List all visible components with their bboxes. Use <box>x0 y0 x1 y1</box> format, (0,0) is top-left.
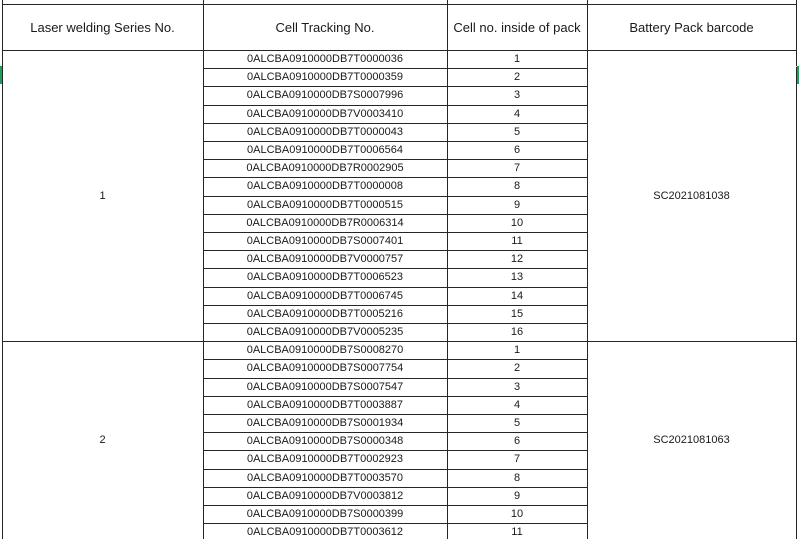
cell-tracking-number[interactable]: 0ALCBA0910000DB7S0008270 <box>246 344 404 357</box>
cell-tracking-number[interactable]: 0ALCBA0910000DB7T0003570 <box>247 471 403 484</box>
header-top-border <box>2 4 796 5</box>
laser-welding-series-cell[interactable]: 2 <box>99 434 106 447</box>
cell-tracking-number[interactable]: 0ALCBA0910000DB7S0007754 <box>246 362 404 375</box>
cell-number-in-pack[interactable]: 15 <box>510 307 524 320</box>
header-cell-tracking: Cell Tracking No. <box>275 19 375 35</box>
battery-pack-barcode-cell[interactable]: SC2021081063 <box>653 434 730 447</box>
column-border <box>587 0 588 539</box>
cell-tracking-number[interactable]: 0ALCBA0910000DB7T0000359 <box>247 71 403 84</box>
cell-number-in-pack[interactable]: 5 <box>513 125 521 138</box>
group-border <box>2 341 796 342</box>
cell-number-in-pack[interactable]: 2 <box>513 71 521 84</box>
cell-number-in-pack[interactable]: 3 <box>513 89 521 102</box>
cell-tracking-number[interactable]: 0ALCBA0910000DB7T0002923 <box>247 453 403 466</box>
cell-number-in-pack[interactable]: 8 <box>513 471 521 484</box>
cell-number-in-pack[interactable]: 7 <box>513 453 521 466</box>
cell-tracking-number[interactable]: 0ALCBA0910000DB7T0003887 <box>247 398 403 411</box>
cell-number-in-pack[interactable]: 1 <box>513 53 521 66</box>
cell-tracking-number[interactable]: 0ALCBA0910000DB7T0006523 <box>247 271 403 284</box>
cell-number-in-pack[interactable]: 8 <box>513 180 521 193</box>
row-selection-marker <box>797 66 799 84</box>
cell-tracking-number[interactable]: 0ALCBA0910000DB7S0000348 <box>246 435 404 448</box>
cell-tracking-number[interactable]: 0ALCBA0910000DB7S0000399 <box>246 508 404 521</box>
cell-tracking-number[interactable]: 0ALCBA0910000DB7T0005216 <box>247 307 403 320</box>
cell-tracking-number[interactable]: 0ALCBA0910000DB7T0000008 <box>247 180 403 193</box>
column-border <box>2 0 3 539</box>
cell-number-in-pack[interactable]: 14 <box>510 289 524 302</box>
cell-tracking-number[interactable]: 0ALCBA0910000DB7S0007547 <box>246 380 404 393</box>
cell-number-in-pack[interactable]: 5 <box>513 417 521 430</box>
column-border <box>447 0 448 539</box>
cell-number-in-pack[interactable]: 1 <box>513 344 521 357</box>
cell-number-in-pack[interactable]: 10 <box>510 216 524 229</box>
header-laser-welding-series: Laser welding Series No. <box>30 19 175 35</box>
cell-number-in-pack[interactable]: 6 <box>513 435 521 448</box>
column-border <box>203 0 204 539</box>
cell-number-in-pack[interactable]: 3 <box>513 380 521 393</box>
cell-number-in-pack[interactable]: 16 <box>510 326 524 339</box>
row-selection-marker <box>0 66 2 84</box>
cell-tracking-number[interactable]: 0ALCBA0910000DB7T0000043 <box>247 125 403 138</box>
header-battery-pack-barcode: Battery Pack barcode <box>629 19 754 35</box>
cell-tracking-number[interactable]: 0ALCBA0910000DB7V0003410 <box>246 107 404 120</box>
cell-tracking-number[interactable]: 0ALCBA0910000DB7S0001934 <box>246 417 404 430</box>
cell-tracking-number[interactable]: 0ALCBA0910000DB7R0002905 <box>246 162 404 175</box>
cell-number-in-pack[interactable]: 9 <box>513 198 521 211</box>
cell-number-in-pack[interactable]: 6 <box>513 144 521 157</box>
cell-number-in-pack[interactable]: 11 <box>511 235 523 248</box>
cell-number-in-pack[interactable]: 2 <box>513 362 521 375</box>
cell-tracking-number[interactable]: 0ALCBA0910000DB7R0006314 <box>246 216 404 229</box>
cell-tracking-number[interactable]: 0ALCBA0910000DB7V0005235 <box>246 326 404 339</box>
cell-tracking-number[interactable]: 0ALCBA0910000DB7V0003812 <box>246 489 404 502</box>
battery-pack-barcode-cell[interactable]: SC2021081038 <box>653 189 730 202</box>
cell-tracking-number[interactable]: 0ALCBA0910000DB7T0003612 <box>247 526 403 539</box>
cell-tracking-number[interactable]: 0ALCBA0910000DB7T0006564 <box>247 144 403 157</box>
cell-tracking-number[interactable]: 0ALCBA0910000DB7S0007996 <box>246 89 404 102</box>
cell-number-in-pack[interactable]: 4 <box>513 398 521 411</box>
cell-tracking-number[interactable]: 0ALCBA0910000DB7T0000515 <box>247 198 403 211</box>
cell-number-in-pack[interactable]: 9 <box>513 489 521 502</box>
cell-tracking-number[interactable]: 0ALCBA0910000DB7T0000036 <box>247 53 403 66</box>
cell-number-in-pack[interactable]: 7 <box>513 162 521 175</box>
cell-number-in-pack[interactable]: 4 <box>513 107 521 120</box>
cell-number-in-pack[interactable]: 11 <box>511 526 523 539</box>
cell-number-in-pack[interactable]: 10 <box>510 508 524 521</box>
laser-welding-series-cell[interactable]: 1 <box>99 189 106 202</box>
cell-number-in-pack[interactable]: 12 <box>510 253 524 266</box>
cell-number-in-pack[interactable]: 13 <box>510 271 524 284</box>
cell-tracking-number[interactable]: 0ALCBA0910000DB7T0006745 <box>247 289 403 302</box>
header-cell-no: Cell no. inside of pack <box>453 19 581 35</box>
header-bottom-border <box>2 50 796 51</box>
cell-tracking-number[interactable]: 0ALCBA0910000DB7S0007401 <box>246 235 404 248</box>
cell-tracking-number[interactable]: 0ALCBA0910000DB7V0000757 <box>246 253 404 266</box>
